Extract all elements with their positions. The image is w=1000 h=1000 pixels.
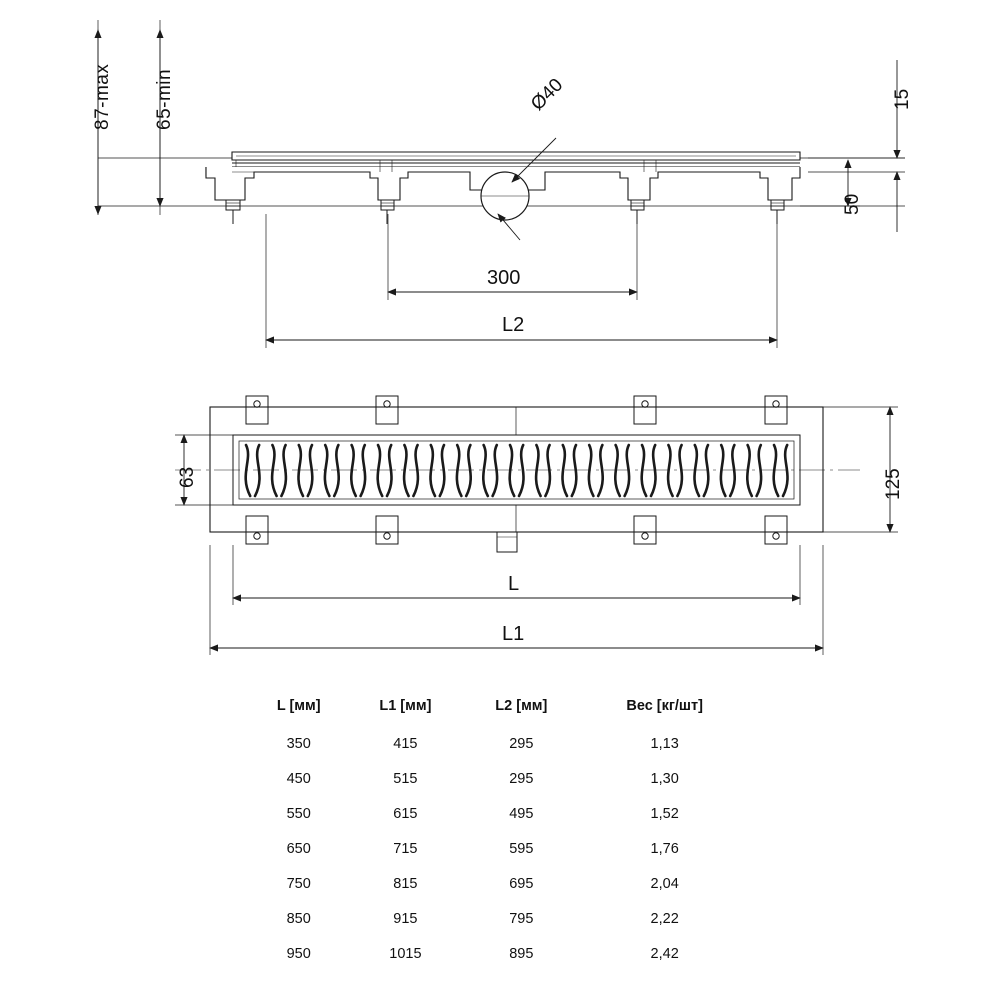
table-cell: 850	[286, 910, 311, 927]
table-cell: 915	[393, 910, 418, 927]
table-cell: 450	[286, 770, 311, 787]
table-row	[250, 726, 750, 761]
table-cell: 295	[509, 770, 534, 787]
table-cell: 515	[393, 770, 418, 787]
label-dim-300: 300	[487, 267, 521, 289]
table-row	[250, 936, 750, 971]
section-view	[98, 138, 905, 240]
table-body	[250, 726, 750, 971]
spec-table	[250, 693, 750, 971]
dimensions-table	[250, 693, 750, 971]
label-grate-width-63: 63	[177, 466, 198, 488]
table-cell: 615	[393, 805, 418, 822]
table-cell: 815	[393, 875, 418, 892]
table-cell: 550	[286, 805, 311, 822]
table-cell: 895	[509, 945, 534, 962]
table-cell: 2,04	[650, 875, 679, 892]
label-dim-l2: L2	[502, 314, 525, 336]
col-header-l1: L1 [мм]	[379, 698, 432, 714]
table-row	[250, 901, 750, 936]
table-cell: 2,42	[650, 945, 679, 962]
col-header-l: L [мм]	[276, 698, 321, 714]
table-row	[250, 831, 750, 866]
table-cell: 1,13	[650, 735, 679, 752]
label-dim-15: 15	[892, 88, 913, 110]
table-cell: 415	[393, 735, 418, 752]
col-header-weight: Вес [кг/шт]	[626, 698, 703, 714]
table-cell: 1015	[389, 945, 422, 962]
table-cell: 1,76	[650, 840, 679, 857]
table-cell: 695	[509, 875, 534, 892]
grate-pattern	[246, 445, 788, 496]
label-dim-l1: L1	[502, 623, 525, 645]
table-cell: 950	[286, 945, 311, 962]
table-header-row	[250, 693, 750, 726]
table-cell: 1,52	[650, 805, 679, 822]
plan-view	[175, 396, 860, 552]
table-row	[250, 761, 750, 796]
table-cell: 650	[286, 840, 311, 857]
table-cell: 295	[509, 735, 534, 752]
table-cell: 795	[509, 910, 534, 927]
label-dim-l: L	[508, 573, 520, 595]
table-row	[250, 866, 750, 901]
label-height-max: 87-max	[92, 63, 113, 130]
label-dim-50: 50	[842, 193, 863, 215]
col-header-l2: L2 [мм]	[495, 698, 548, 714]
table-cell: 715	[393, 840, 418, 857]
table-cell: 2,22	[650, 910, 679, 927]
table-cell: 350	[286, 735, 311, 752]
table-cell: 595	[509, 840, 534, 857]
table-row	[250, 796, 750, 831]
table-cell: 750	[286, 875, 311, 892]
table-cell: 495	[509, 805, 534, 822]
table-cell: 1,30	[650, 770, 679, 787]
label-height-min: 65-min	[154, 68, 175, 130]
label-body-width-125: 125	[883, 468, 904, 500]
label-outlet-diameter: Ø40	[527, 74, 568, 115]
